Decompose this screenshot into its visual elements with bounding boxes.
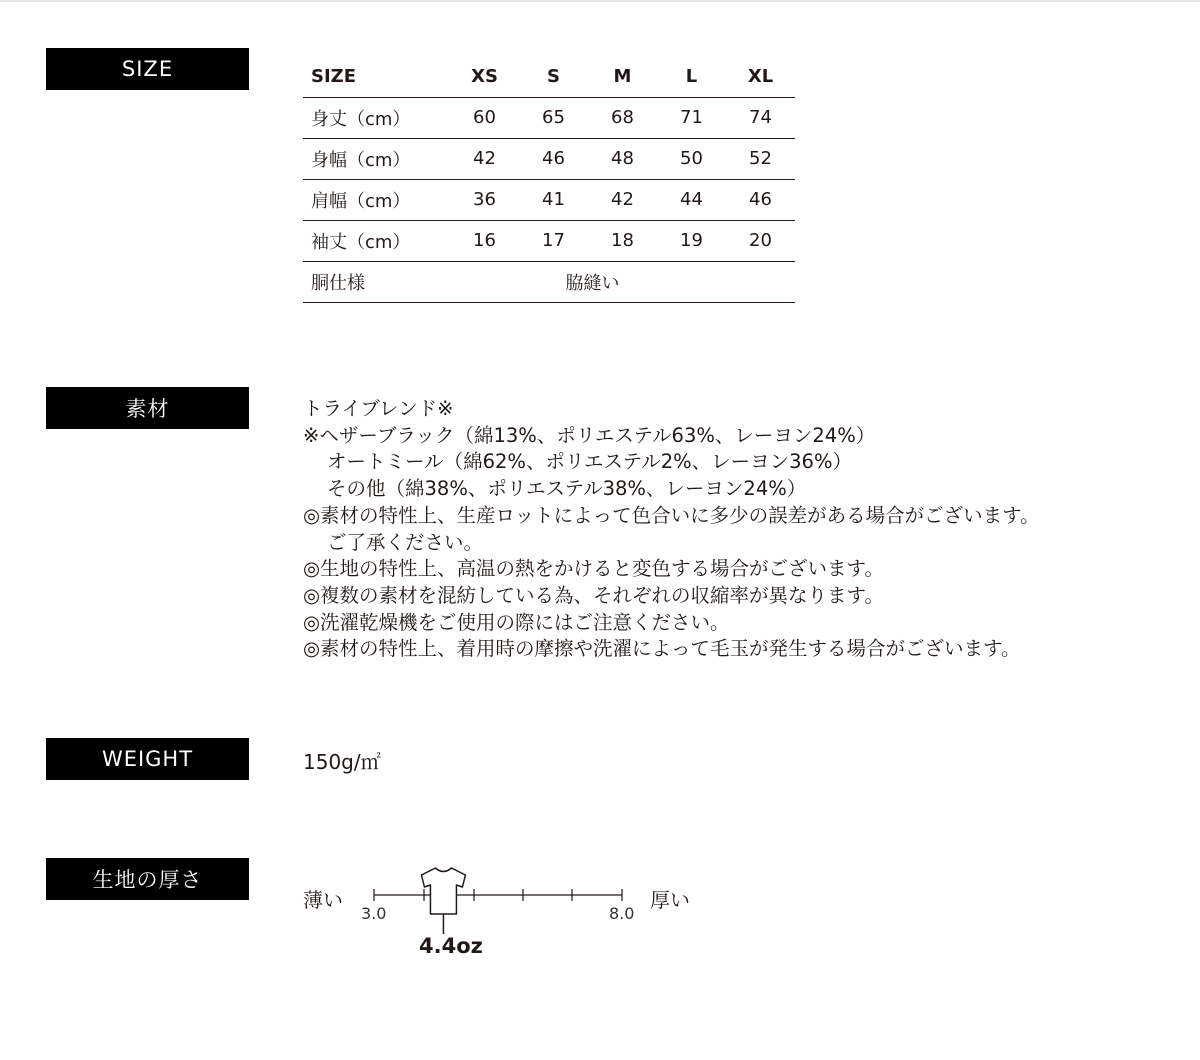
- material-line: ※ヘザーブラック（綿13%、ポリエステル63%、レーヨン24%）: [303, 423, 876, 447]
- material-note: ◎複数の素材を混紡している為、それぞれの収縮率が異なります。: [303, 583, 884, 607]
- material-note: ◎洗濯乾燥機をご使用の際にはご注意ください。: [303, 610, 730, 634]
- table-cell: 36: [450, 179, 519, 220]
- thickness-gauge: [360, 860, 640, 950]
- size-column-m: M: [588, 56, 657, 97]
- table-cell: 68: [588, 97, 657, 138]
- table-row: [303, 179, 795, 220]
- table-cell: 41: [519, 179, 588, 220]
- size-column-header: SIZE: [303, 56, 450, 97]
- table-cell: 65: [519, 97, 588, 138]
- table-cell: 48: [588, 138, 657, 179]
- thickness-section-label: 生地の厚さ: [46, 858, 249, 900]
- size-column-l: L: [657, 56, 726, 97]
- table-row: [303, 97, 795, 138]
- material-line: オートミール（綿62%、ポリエステル2%、レーヨン36%）: [327, 450, 852, 474]
- gauge-max-label: 8.0: [609, 904, 635, 923]
- material-note: ◎素材の特性上、生産ロットによって色合いに多少の誤差がある場合がございます。: [303, 503, 1040, 527]
- table-cell: 50: [657, 138, 726, 179]
- table-row: [303, 220, 795, 261]
- thick-label: 厚い: [650, 888, 690, 912]
- row-label: 肩幅（cm）: [303, 179, 450, 220]
- body-spec-label: 胴仕様: [303, 261, 450, 302]
- material-note: ◎生地の特性上、高温の熱をかけると変色する場合がございます。: [303, 557, 884, 581]
- table-cell: 60: [450, 97, 519, 138]
- table-row: [303, 138, 795, 179]
- size-column-s: S: [519, 56, 588, 97]
- material-note: ◎素材の特性上、着用時の摩擦や洗濯によって毛玉が発生する場合がございます。: [303, 637, 1021, 661]
- table-cell: 42: [450, 138, 519, 179]
- t-shirt-icon: [421, 868, 465, 934]
- row-label: 袖丈（cm）: [303, 220, 450, 261]
- table-cell: 71: [657, 97, 726, 138]
- weight-section-label: WEIGHT: [46, 738, 249, 780]
- size-table: [303, 56, 795, 303]
- material-line: その他（綿38%、ポリエステル38%、レーヨン24%）: [327, 477, 807, 501]
- table-cell: 46: [519, 138, 588, 179]
- table-cell: 18: [588, 220, 657, 261]
- gauge-min-label: 3.0: [361, 904, 387, 923]
- table-cell: 74: [726, 97, 795, 138]
- material-note: ご了承ください。: [327, 530, 484, 554]
- material-section-label: 素材: [46, 387, 249, 429]
- table-cell: 44: [657, 179, 726, 220]
- table-cell: 20: [726, 220, 795, 261]
- size-table-header: [303, 56, 795, 97]
- row-label: 身幅（cm）: [303, 138, 450, 179]
- weight-value: 150g/㎡: [303, 750, 381, 774]
- table-cell: 17: [519, 220, 588, 261]
- material-description: [303, 396, 1193, 663]
- size-column-xl: XL: [726, 56, 795, 97]
- table-cell: 52: [726, 138, 795, 179]
- top-divider: [0, 0, 1200, 2]
- size-column-xs: XS: [450, 56, 519, 97]
- body-spec-value: 脇縫い: [450, 261, 795, 302]
- table-cell: 46: [726, 179, 795, 220]
- body-spec-row: [303, 261, 795, 302]
- table-cell: 19: [657, 220, 726, 261]
- material-line: トライブレンド※: [303, 397, 454, 420]
- gauge-value-label: 4.4oz: [419, 934, 483, 958]
- table-cell: 16: [450, 220, 519, 261]
- row-label: 身丈（cm）: [303, 97, 450, 138]
- size-section-label: SIZE: [46, 48, 249, 90]
- thin-label: 薄い: [303, 888, 343, 912]
- table-cell: 42: [588, 179, 657, 220]
